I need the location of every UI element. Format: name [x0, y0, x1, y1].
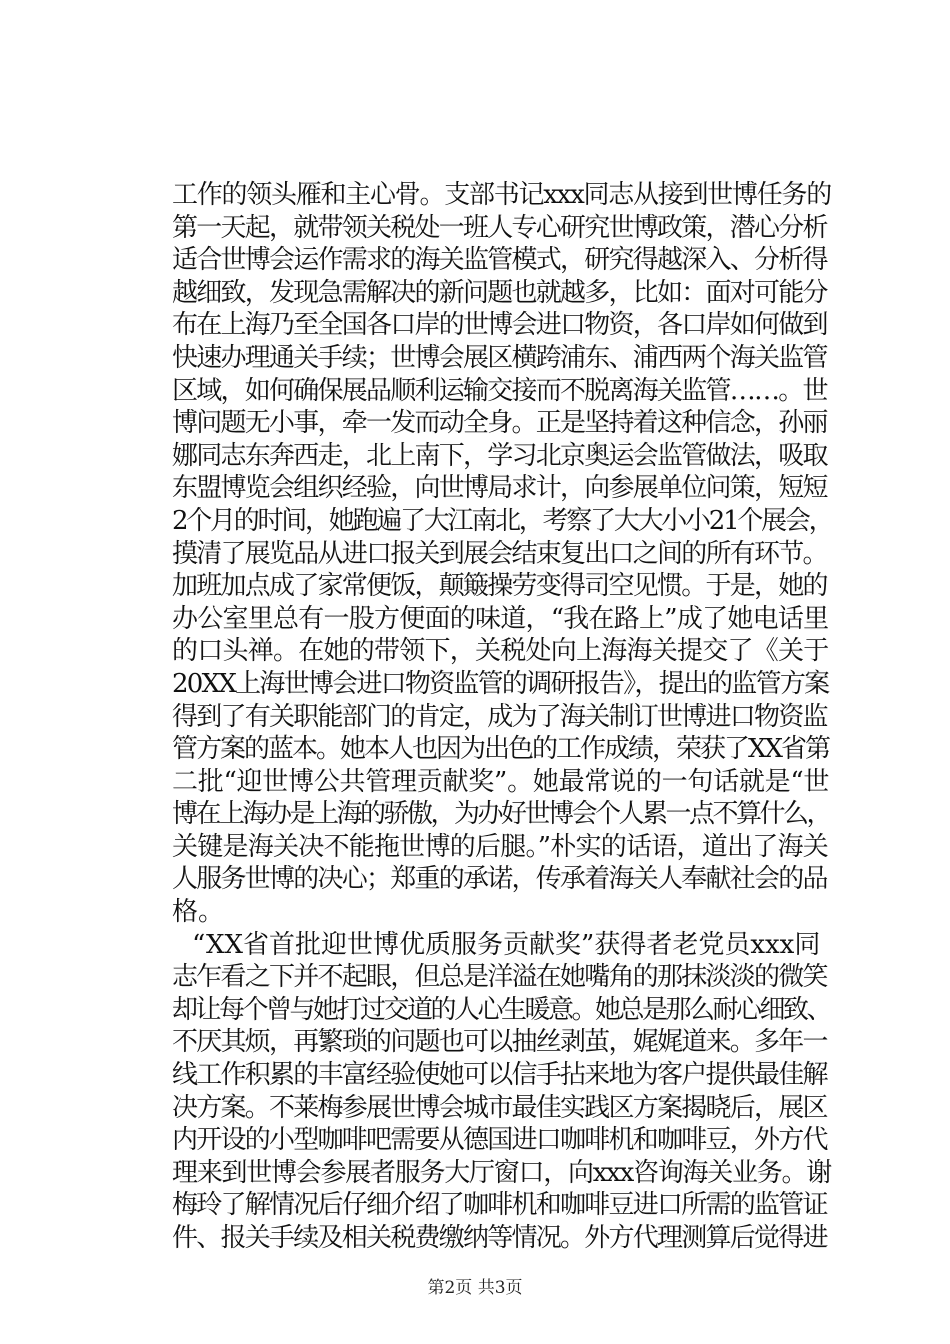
text-line: 快速办理通关手续；世博会展区横跨浦东、浦西两个海关监管: [172, 342, 827, 373]
text-line: 博在上海办是上海的骄傲，为办好世博会个人累一点不算什么，: [172, 799, 831, 830]
text-line: 博问题无小事，牵一发而动全身。正是坚持着这种信念，孙丽: [172, 408, 827, 439]
text-line: 决方案。不莱梅参展世博会城市最佳实践区方案揭晓后，展区: [172, 1092, 827, 1123]
text-line: 不厌其烦，再繁琐的问题也可以抽丝剥茧，娓娓道来。多年一: [172, 1027, 827, 1058]
text-line: 娜同志东奔西走，北上南下，学习北京奥运会监管做法，吸取: [172, 440, 827, 471]
text-line: 理来到世博会参展者服务大厅窗口，向xxx咨询海关业务。谢: [172, 1157, 831, 1188]
text-line: 志乍看之下并不起眼，但总是洋溢在她嘴角的那抹淡淡的微笑: [172, 962, 827, 993]
text-line: 却让每个曾与她打过交道的人心生暖意。她总是那么耐心细致、: [172, 994, 831, 1025]
paragraph-first-line: “XX省首批迎世博优质服务贡献奖”获得者老党员xxx同: [192, 929, 821, 960]
text-line: 区域，如何确保展品顺利运输交接而不脱离海关监管……。世: [172, 375, 827, 406]
text-line: 东盟博览会组织经验，向世博局求计，向参展单位问策，短短: [172, 473, 827, 504]
text-line: 加班加点成了家常便饭，颠簸操劳变得司空见惯。于是，她的: [172, 571, 827, 602]
text-line: 件、报关手续及相关税费缴纳等情况。外方代理测算后觉得进: [172, 1223, 827, 1253]
text-line: 梅玲了解情况后仔细介绍了咖啡机和咖啡豆进口所需的监管证: [172, 1190, 827, 1221]
text-line: 人服务世博的决心；郑重的承诺，传承着海关人奉献社会的品: [172, 864, 827, 895]
text-line: 越细致，发现急需解决的新问题也就越多，比如：面对可能分: [172, 277, 827, 308]
text-line: 的口头禅。在她的带领下，关税处向上海海关提交了《关于: [172, 636, 829, 667]
text-line: 适合世博会运作需求的海关监管模式，研究得越深入、分析得: [172, 245, 827, 276]
text-line: 二批“迎世博公共管理贡献奖”。她最常说的一句话就是“世: [172, 766, 830, 797]
document-body: [172, 179, 832, 1255]
text-line: 布在上海乃至全国各口岸的世博会进口物资，各口岸如何做到: [172, 310, 827, 341]
text-line: 内开设的小型咖啡吧需要从德国进口咖啡机和咖啡豆，外方代: [172, 1125, 827, 1156]
text-line: 第一天起，就带领关税处一班人专心研究世博政策，潜心分析: [172, 212, 827, 243]
page-number-label: 第2页 共3页: [427, 1278, 523, 1298]
text-line: 工作的领头雁和主心骨。支部书记xxx同志从接到世博任务的: [172, 180, 831, 210]
text-line: 得到了有关职能部门的肯定，成为了海关制订世博进口物资监: [172, 701, 827, 732]
text-line: 管方案的蓝本。她本人也因为出色的工作成绩，荣获了XX省第: [172, 734, 830, 765]
text-line: 线工作积累的丰富经验使她可以信手拈来地为客户提供最佳解: [172, 1060, 827, 1091]
text-line: 关键是海关决不能拖世博的后腿。”朴实的话语，道出了海关: [172, 831, 829, 862]
text-line: 格。: [172, 897, 225, 928]
text-line: 摸清了展览品从进口报关到展会结束复出口之间的所有环节。: [172, 538, 827, 569]
text-line: 2个月的时间，她跑遍了大江南北，考察了大大小小21个展会，: [172, 505, 833, 536]
text-line: 20XX上海世博会进口物资监管的调研报告》，提出的监管方案: [172, 668, 829, 699]
page-footer: [0, 1273, 950, 1298]
text-line: 办公室里总有一股方便面的味道，“我在路上”成了她电话里: [172, 603, 829, 634]
